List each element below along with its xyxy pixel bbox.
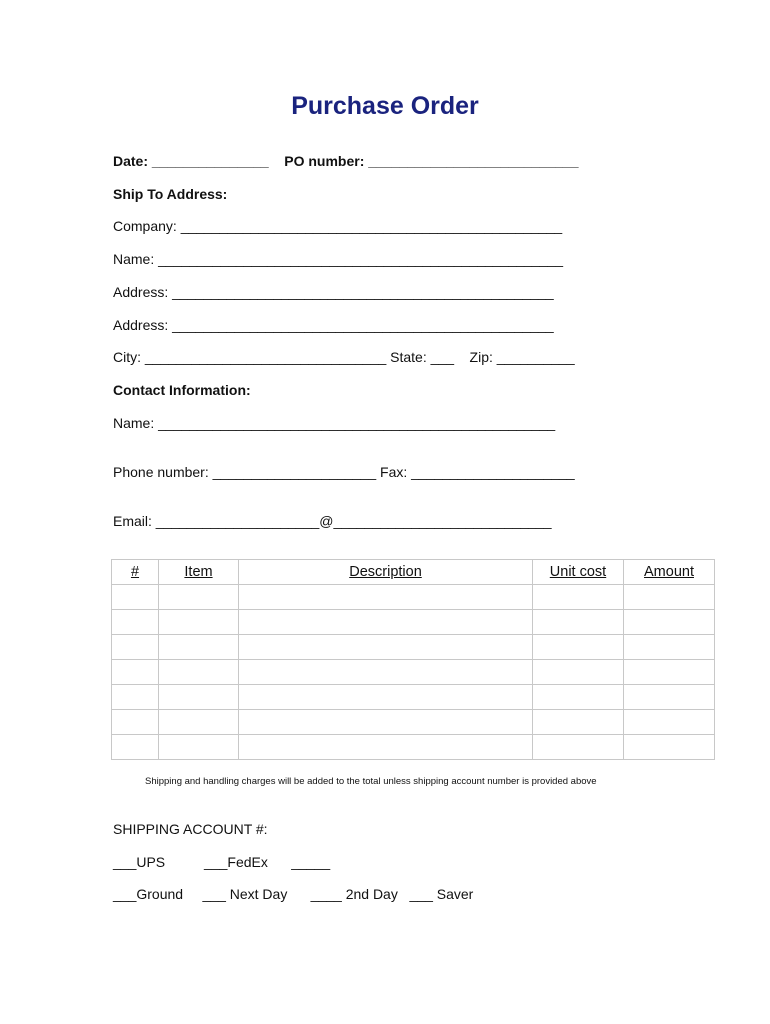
- carrier-options: ___UPS ___FedEx _____: [113, 854, 331, 870]
- header-description: Description: [239, 560, 533, 585]
- table-cell[interactable]: [624, 735, 715, 760]
- table-cell[interactable]: [624, 585, 715, 610]
- header-amount: Amount: [624, 560, 715, 585]
- table-cell[interactable]: [159, 585, 239, 610]
- date-po-line: Date: _______________ PO number: ___________________________: [113, 153, 579, 169]
- table-cell[interactable]: [159, 710, 239, 735]
- table-cell[interactable]: [533, 685, 624, 710]
- table-row: [112, 710, 715, 735]
- email-line: Email: _____________________@____________________________: [113, 513, 552, 529]
- shipping-note: Shipping and handling charges will be added to the total unless shipping account number is provided above: [145, 776, 597, 787]
- phone-fax-line: Phone number: _____________________ Fax: _____________________: [113, 464, 575, 480]
- table-cell[interactable]: [112, 635, 159, 660]
- table-cell[interactable]: [159, 610, 239, 635]
- table-cell[interactable]: [239, 635, 533, 660]
- table-cell[interactable]: [112, 660, 159, 685]
- table-header-row: [112, 560, 715, 585]
- table-cell[interactable]: [159, 735, 239, 760]
- table-row: [112, 735, 715, 760]
- table-cell[interactable]: [239, 610, 533, 635]
- table-cell[interactable]: [533, 660, 624, 685]
- table-cell[interactable]: [624, 685, 715, 710]
- table-row: [112, 585, 715, 610]
- table-cell[interactable]: [112, 710, 159, 735]
- contact-name-line: Name: ___________________________________________________: [113, 415, 556, 431]
- table-cell[interactable]: [112, 610, 159, 635]
- table-cell[interactable]: [624, 710, 715, 735]
- table-cell[interactable]: [533, 585, 624, 610]
- table-cell[interactable]: [533, 610, 624, 635]
- table-cell[interactable]: [239, 660, 533, 685]
- table-cell[interactable]: [159, 685, 239, 710]
- table-cell[interactable]: [159, 660, 239, 685]
- ship-to-heading: Ship To Address:: [113, 186, 228, 202]
- table-row: [112, 660, 715, 685]
- city-state-zip-line: City: _______________________________ State: ___ Zip: __________: [113, 349, 575, 365]
- table-row: [112, 635, 715, 660]
- service-options: ___Ground ___ Next Day ____ 2nd Day ___ Saver: [113, 886, 474, 902]
- table-cell[interactable]: [112, 685, 159, 710]
- table-cell[interactable]: [239, 735, 533, 760]
- table-cell[interactable]: [533, 710, 624, 735]
- table-row: [112, 610, 715, 635]
- table-cell[interactable]: [533, 635, 624, 660]
- contact-heading: Contact Information:: [113, 382, 251, 398]
- table-cell[interactable]: [239, 710, 533, 735]
- header-item: Item: [159, 560, 239, 585]
- address-line-1: Address: _________________________________________________: [113, 284, 554, 300]
- ship-name-line: Name: ____________________________________________________: [113, 251, 564, 267]
- table-cell[interactable]: [624, 610, 715, 635]
- table-cell[interactable]: [624, 660, 715, 685]
- header-number: #: [112, 560, 159, 585]
- table-cell[interactable]: [533, 735, 624, 760]
- header-unit-cost: Unit cost: [533, 560, 624, 585]
- table-cell[interactable]: [159, 635, 239, 660]
- table-cell[interactable]: [239, 585, 533, 610]
- company-line: Company: _________________________________________________: [113, 218, 563, 234]
- table-cell[interactable]: [239, 685, 533, 710]
- shipping-account-label: SHIPPING ACCOUNT #:: [113, 821, 268, 837]
- page-title: Purchase Order: [291, 92, 479, 120]
- table-cell[interactable]: [112, 735, 159, 760]
- items-table: [111, 559, 715, 760]
- address-line-2: Address: _________________________________________________: [113, 317, 554, 333]
- table-row: [112, 685, 715, 710]
- table-cell[interactable]: [624, 635, 715, 660]
- table-cell[interactable]: [112, 585, 159, 610]
